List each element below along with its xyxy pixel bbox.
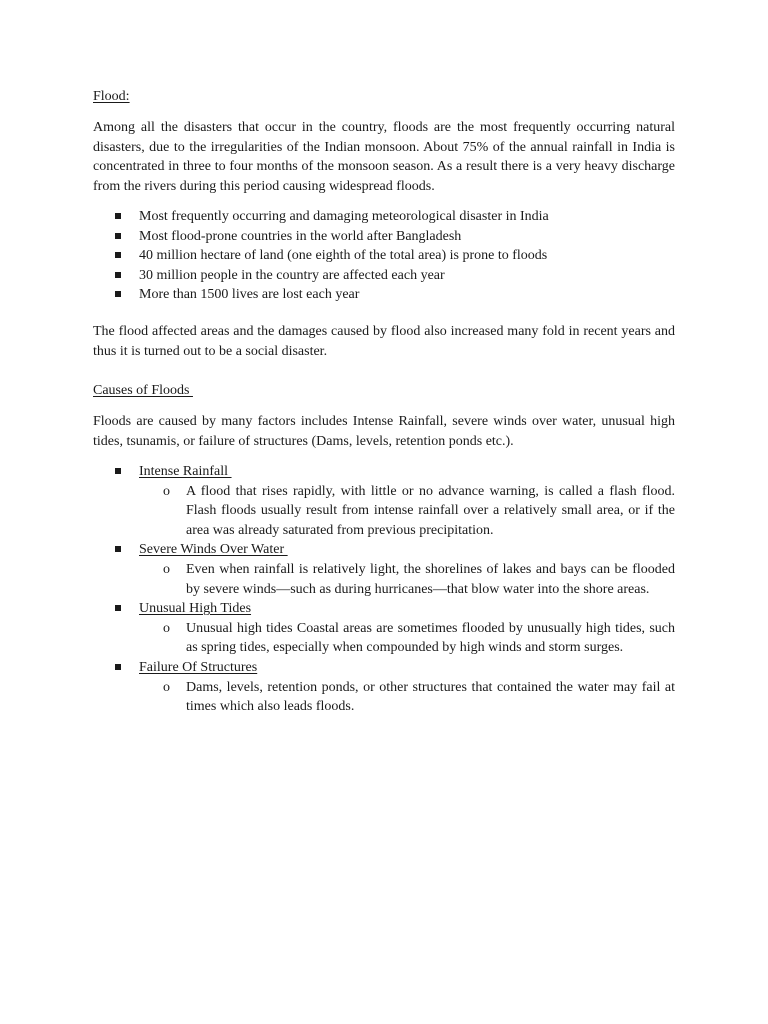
cause-detail [93,560,675,599]
flood-intro-paragraph: Among all the disasters that occur in the country, floods are the most frequently occurring natural disasters, due to the irregularities of the Indian monsoon. About 75% of the annual rainfall in India is concentrated in three to four months of the monsoon season. As a result there is a very heavy discharge from the rivers during this period causing widespread floods. [93,120,675,194]
causes-list [93,462,675,717]
circle-bullet-icon: o [163,561,170,577]
square-bullet-icon [115,272,121,278]
square-bullet-icon [115,605,121,611]
list-item [93,462,675,540]
square-bullet-icon [115,546,121,552]
cause-detail [93,619,675,658]
cause-detail-text: Dams, levels, retention ponds, or other structures that contained the water may fail at times which also leads floods. [186,679,675,715]
cause-detail [93,678,675,717]
square-bullet-icon [115,291,121,297]
cause-title: Intense Rainfall [139,464,232,479]
causes-heading: Causes of Floods [93,383,193,398]
flood-facts-list [93,207,675,305]
cause-detail-text: A flood that rises rapidly, with little or no advance warning, is called a flash flood. Flash floods usually result from intense rainfall over a relatively small area, or if the area was already saturated from previous precipitation. [186,483,675,538]
square-bullet-icon [115,252,121,258]
cause-detail-text: Unusual high tides Coastal areas are sometimes flooded by unusually high tides, such as spring tides, especially when compounded by high winds and storm surges. [186,620,675,656]
list-item-text: Most flood-prone countries in the world after Bangladesh [139,228,462,244]
list-item [93,227,675,247]
list-item-text: Most frequently occurring and damaging meteorological disaster in India [139,209,549,224]
cause-detail [93,482,675,541]
list-item [93,246,675,266]
list-item-text: 40 million hectare of land (one eighth of the total area) is prone to floods [139,248,548,264]
flood-closing-paragraph: The flood affected areas and the damages caused by flood also increased many fold in recent years and thus it is turned out to be a social disaster. [93,324,675,359]
list-item [93,540,675,599]
cause-title: Failure Of Structures [139,659,258,675]
causes-intro-paragraph: Floods are caused by many factors includes Intense Rainfall, severe winds over water, unusual high tides, tsunamis, or failure of structures (Dams, levels, retention ponds etc.). [93,414,675,449]
cause-title: Severe Winds Over Water [139,542,288,558]
square-bullet-icon [115,468,121,474]
flood-heading: Flood: [93,89,130,104]
circle-bullet-icon: o [163,483,170,499]
cause-detail-text: Even when rainfall is relatively light, the shorelines of lakes and bays can be flooded by severe winds—such as during hurricanes—that blow water into the shore areas. [186,561,675,597]
circle-bullet-icon: o [163,679,170,695]
list-item-text: More than 1500 lives are lost each year [139,287,360,303]
circle-bullet-icon: o [163,620,170,636]
list-item [93,266,675,286]
list-item [93,599,675,658]
list-item [93,207,675,227]
square-bullet-icon [115,664,121,670]
square-bullet-icon [115,213,121,219]
list-item-text: 30 million people in the country are affected each year [139,267,445,283]
square-bullet-icon [115,233,121,239]
list-item [93,285,675,305]
cause-title: Unusual High Tides [139,601,252,617]
list-item [93,658,675,717]
